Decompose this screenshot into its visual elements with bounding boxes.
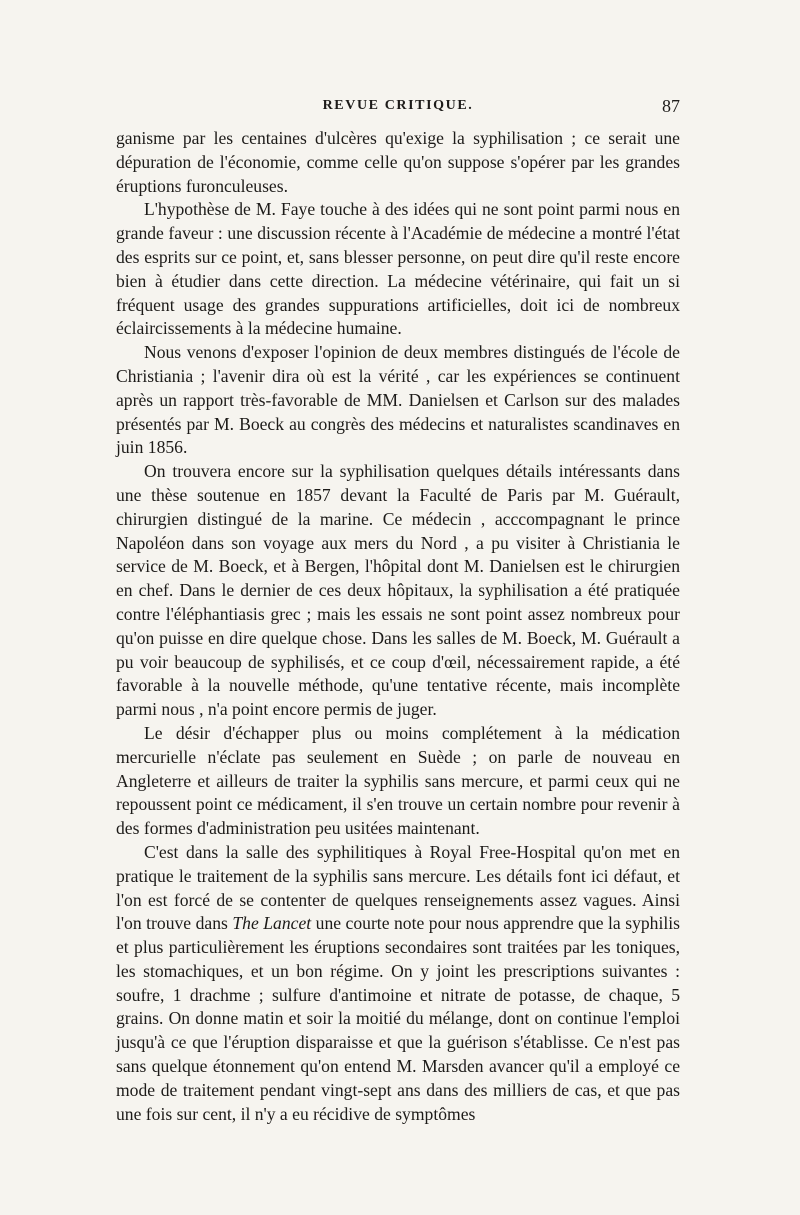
paragraph-continuation: ganisme par les centaines d'ulcères qu'exige la syphilisation ; ce serait une dépuration de l'économie, comme celle qu'on suppose s'opérer par les grandes éruptions furonculeuses. — [116, 128, 680, 196]
paragraph-text-before: C'est dans la salle des syphilitiques à Royal Free-Hospital qu'on met en pratique le traitement de la syphilis sans mercure. Les détails font ici défaut, et l'on est forcé de se contenter de quelques renseignements assez vagues. Ainsi l'on trouve dans — [116, 841, 680, 934]
paragraph-text-after: une courte note pour nous apprendre que la syphilis et plus particulièrement les éruptions secondaires sont traitées par les toniques, les stomachiques, et un bon régime. On y joint les prescriptions suivantes : soufre, 1 drachme ; sulfure d'antimoine et nitrate de potasse, de chaque, 5 grains. On donne matin et soir la moitié du mélange, dont on continue l'emploi jusqu'à ce que l'éruption disparaisse et que la guérison s'établisse. Ce n'est pas sans quelque étonnement qu'on entend M. Marsden avancer qu'il a employé ce mode de traitement pendant vingt-sept ans dans des milliers de cas, et que pas une fois sur cent, il n'y a eu récidive de symptômes — [116, 913, 680, 1124]
body-text — [116, 127, 680, 1126]
paragraph-christiania-school: Nous venons d'exposer l'opinion de deux membres distingués de l'école de Christiania ; l'avenir dira où est la vérité , car les expériences se continuent après un rapport très-favorable de MM. Danielsen et Carlson sur des malades présentés par M. Boeck au congrès des médecins et naturalistes scandinaves en juin 1856. — [116, 342, 680, 458]
running-title: REVUE CRITIQUE. — [322, 98, 474, 113]
paragraph-mercurial-medication: Le désir d'échapper plus ou moins complétement à la médication mercurielle n'éclate pas seulement en Suède ; on parle de nouveau en Angleterre et ailleurs de traiter la syphilis sans mercure, et parmi ceux qui ne repoussent point ce médicament, il s'en trouve un certain nombre pour revenir à des formes d'administration peu usitées maintenant. — [116, 722, 680, 839]
page-number: 87 — [662, 96, 680, 116]
journal-title: The Lancet — [232, 913, 312, 934]
page-header — [116, 98, 680, 122]
paragraph-royal-free-hospital — [116, 841, 680, 1127]
paragraph-guerault-thesis: On trouvera encore sur la syphilisation quelques détails intéressants dans une thèse soutenue en 1857 devant la Faculté de Paris par M. Guérault, chirurgien distingué de la marine. Ce médecin , acccompagnant le prince Napoléon dans son voyage aux mers du Nord , a pu visiter à Christiania le service de M. Boeck, et à Bergen, l'hôpital dont M. Danielsen est le chirurgien en chef. Dans le dernier de ces deux hôpitaux, la syphilisation a été pratiquée contre l'éléphantiasis grec ; mais les essais ne sont point assez nombreux pour qu'on puisse en dire quelque chose. Dans les salles de M. Boeck, M. Guérault a pu voir beaucoup de syphilisés, et ce coup d'œil, nécessairement rapide, a été favorable à la nouvelle méthode, qu'une tentative récente, mais incomplète parmi nous , n'a point encore permis de juger. — [116, 461, 680, 720]
paragraph-faye-hypothesis: L'hypothèse de M. Faye touche à des idées qui ne sont point parmi nous en grande faveur : une discussion récente à l'Académie de médecine a montré l'état des esprits sur ce point, et, sans blesser personne, on peut dire qu'il reste encore bien à étudier dans cette direction. La médecine vétérinaire, qui fait un si fréquent usage des grandes suppurations artificielles, doit ici de nombreux éclaircissements à la médecine humaine. — [116, 199, 680, 339]
